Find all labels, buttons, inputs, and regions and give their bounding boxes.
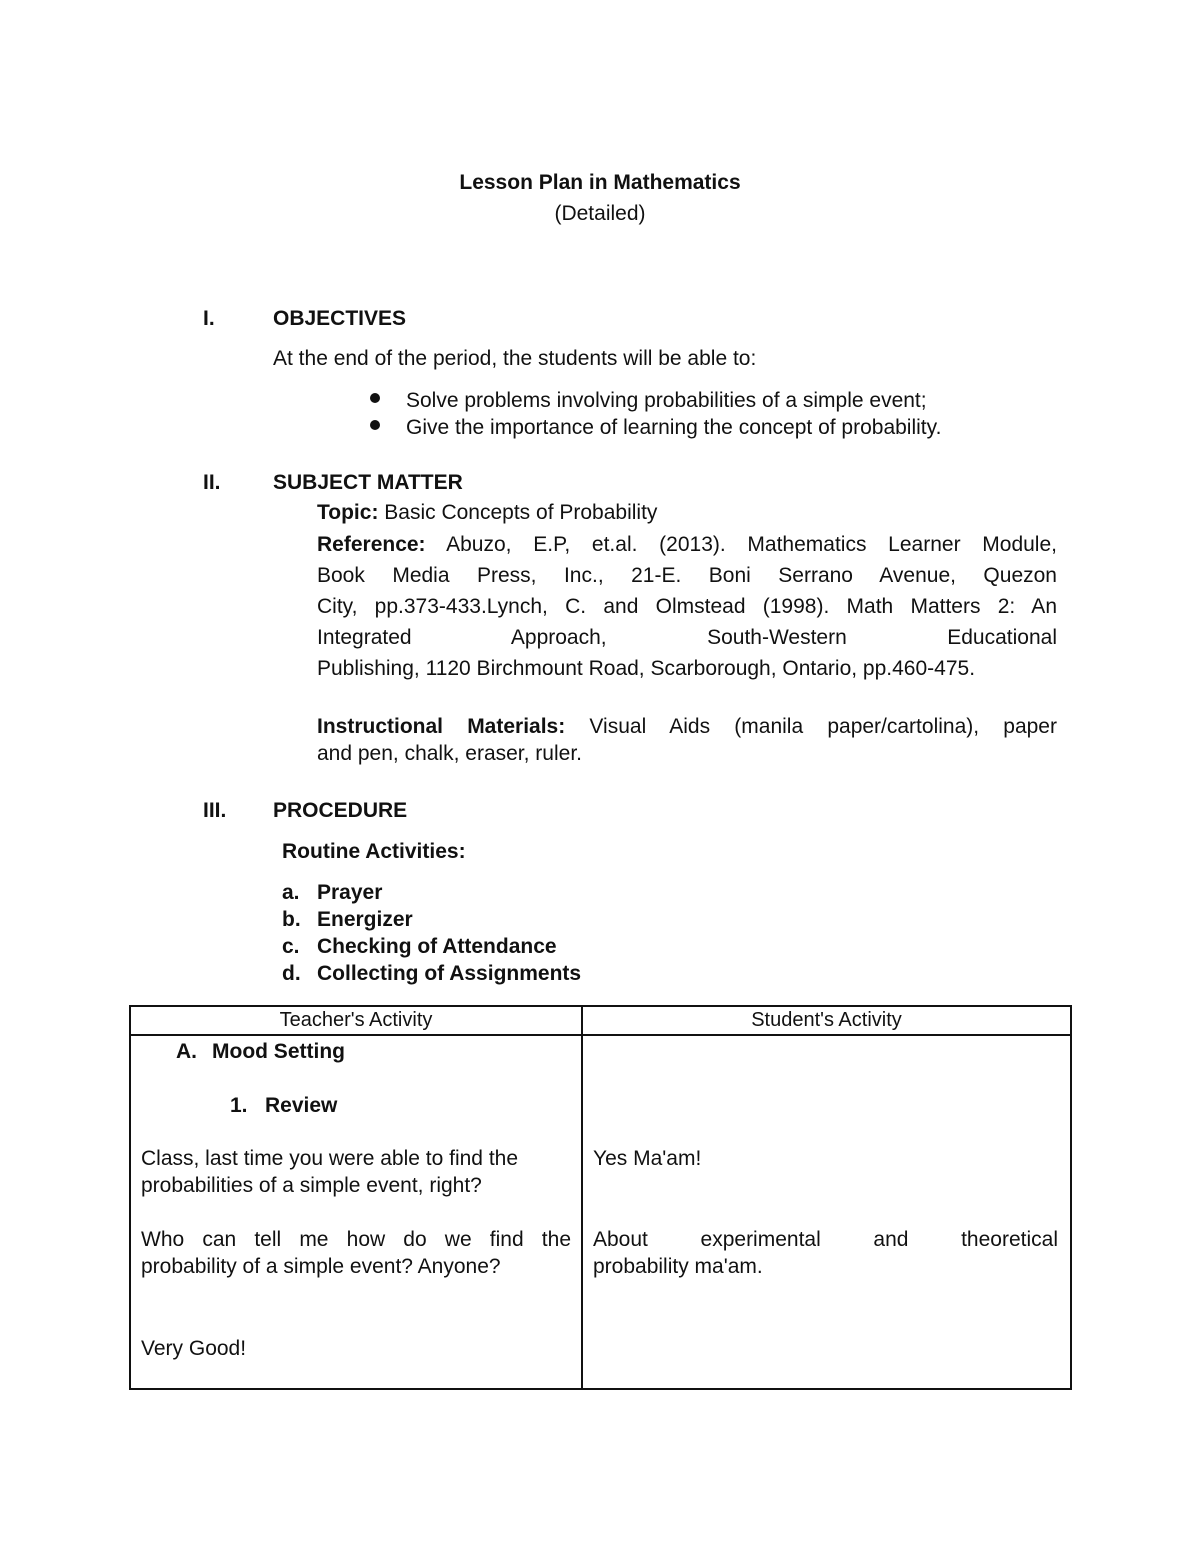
topic-line [317,499,657,526]
teacher-line: Who can tell me how do we find the [141,1228,571,1251]
teacher-line: probabilities of a simple event, right? [141,1174,482,1197]
routine-letter: d. [282,962,301,985]
reference-line: Book Media Press, Inc., 21-E. Boni Serrano Avenue, Quezon [317,564,1057,587]
table-row [130,1035,1071,1389]
teacher-line: Class, last time you were able to find the [141,1147,519,1170]
section-heading-procedure: PROCEDURE [273,799,408,822]
student-activity-cell [582,1035,1071,1389]
routine-item-attendance: Checking of Attendance [317,935,557,958]
header-student-activity: Student's Activity [582,1006,1071,1035]
routine-item-assignments: Collecting of Assignments [317,962,582,985]
header-teacher-activity: Teacher's Activity [130,1006,582,1035]
routine-heading: Routine Activities: [282,840,466,863]
topic-label: Topic: [317,501,379,524]
reference-line: Integrated Approach, South-Western Educational [317,626,1057,649]
mood-setting-heading: Mood Setting [212,1040,345,1063]
objective-item: Give the importance of learning the concept of probability. [406,416,942,439]
reference-label: Reference: [317,533,426,556]
section-heading-subject-matter: SUBJECT MATTER [273,471,463,494]
materials-line: and pen, chalk, eraser, ruler. [317,742,582,765]
reference-line: City, pp.373-433.Lynch, C. and Olmstead (1998). Math Matters 2: An [317,595,1057,618]
document-subtitle: (Detailed) [554,202,646,225]
teacher-activity-cell [130,1035,582,1389]
routine-item-energizer: Energizer [317,908,413,931]
materials-text: Visual Aids (manila paper/cartolina), paper [589,715,1057,738]
review-heading: Review [265,1094,338,1117]
document-title: Lesson Plan in Mathematics [459,171,741,194]
reference-line: Publishing, 1120 Birchmount Road, Scarborough, Ontario, pp.460-475. [317,657,976,680]
student-line: About experimental and theoretical [593,1228,1058,1251]
section-letter: A. [176,1040,197,1063]
sub-number: 1. [230,1094,248,1117]
student-line: Yes Ma'am! [593,1147,702,1170]
reference-text: Abuzo, E.P, et.al. (2013). Mathematics Learner Module, [446,533,1057,556]
student-line: probability ma'am. [593,1255,763,1278]
section-numeral-procedure: III. [203,799,227,822]
section-numeral-objectives: I. [203,307,215,330]
routine-item-prayer: Prayer [317,881,383,904]
teacher-line: probability of a simple event? Anyone? [141,1255,501,1278]
section-numeral-subject-matter: II. [203,471,221,494]
objective-item: Solve problems involving probabilities of a simple event; [406,389,927,412]
topic-value: Basic Concepts of Probability [384,501,658,524]
materials-line [317,713,1057,740]
routine-letter: b. [282,908,301,931]
section-heading-objectives: OBJECTIVES [273,307,407,330]
routine-letter: a. [282,881,300,904]
bullet-dot-icon [370,420,380,430]
teacher-line: Very Good! [141,1337,247,1360]
activity-table [129,1005,1072,1390]
routine-letter: c. [282,935,300,958]
materials-label: Instructional Materials: [317,715,566,738]
objectives-intro: At the end of the period, the students will be able to: [273,347,757,370]
table-header-row [130,1006,1071,1035]
bullet-dot-icon [370,393,380,403]
reference-line [317,531,1057,558]
